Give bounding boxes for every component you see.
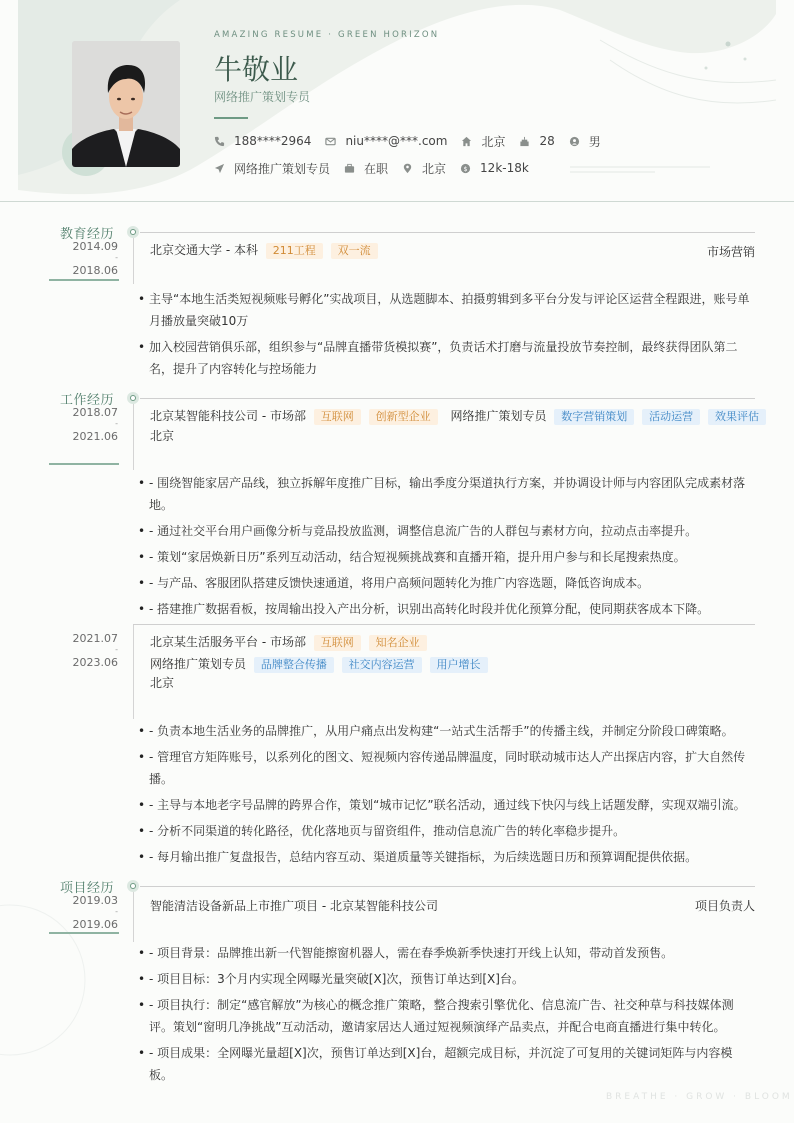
list-item: • - 项目成果：全网曝光量超[X]次，预售订单达到[X]台，超额完成目标，并沉淀了可复用的关键词矩阵与内容模板。	[138, 1042, 756, 1086]
title-underline	[214, 117, 248, 119]
candidate-title: 网络推广策划专员	[214, 90, 311, 104]
date-separator: -	[115, 645, 118, 654]
job1-end: 2021.06	[72, 430, 118, 443]
project-bullets	[138, 942, 756, 1090]
job1-city: 北京	[150, 429, 175, 443]
entry-divider	[140, 398, 755, 399]
list-item: • - 搭建推广数据看板，按周输出投入产出分析，识别出高转化时段并优化预算分配，使同期获客成本下降。	[138, 598, 756, 620]
entry-divider	[140, 886, 755, 887]
date-separator: -	[115, 253, 118, 262]
intent-salary-text: 12k-18k	[480, 161, 529, 175]
timeline-dot	[127, 226, 139, 238]
job1-position: 网络推广策划专员	[450, 409, 547, 423]
list-item: • - 围绕智能家居产品线，独立拆解年度推广目标，输出季度分渠道执行方案，并协调设计师与内容团队完成素材落地。	[138, 472, 756, 516]
school-tag: 双一流	[331, 243, 378, 259]
job2-position: 网络推广策划专员	[150, 657, 247, 671]
list-item: • - 每月输出推广复盘报告，总结内容互动、渠道质量等关键指标，为后续选题日历和预算调配提供依据。	[138, 846, 756, 868]
timeline-line	[133, 886, 134, 942]
job2-company: 北京某生活服务平台 - 市场部	[150, 635, 306, 649]
gender-icon	[569, 136, 580, 147]
contact-email	[325, 134, 447, 148]
phone-icon	[214, 136, 225, 147]
age-text: 28	[539, 134, 555, 148]
intent-status-text: 在职	[364, 161, 389, 176]
company-tag: 互联网	[314, 409, 361, 425]
list-item: • - 分析不同渠道的转化路径，优化落地页与留资组件，推动信息流广告的转化率稳步提升。	[138, 820, 756, 842]
list-item: • - 管理官方矩阵账号，以系列化的图文、短视频内容传递品牌温度，同时联动城市达人产出探店内容，扩大自然传播。	[138, 746, 756, 790]
list-item: • - 主导与本地老字号品牌的跨界合作，策划“城市记忆”联名活动，通过线下快闪与线上话题发酵，实现双端引流。	[138, 794, 756, 816]
candidate-name: 牛敬业	[214, 53, 299, 86]
entry-divider	[140, 232, 755, 233]
svg-text:$: $	[463, 164, 468, 173]
school-tag: 211工程	[266, 243, 323, 259]
position-tag: 社交内容运营	[342, 657, 422, 673]
education-start: 2014.09	[72, 240, 118, 253]
list-item: • - 与产品、客服团队搭建反馈快速通道，将用户高频问题转化为推广内容选题，降低咨询成本。	[138, 572, 756, 594]
avatar-illustration	[72, 41, 180, 167]
section-title-project: 项目经历	[60, 881, 115, 896]
list-item: • - 项目执行：制定“感官解放”为核心的概念推广策略，整合搜索引擎优化、信息流广告、社交种草与科技媒体测评。策划“窗明几净挑战”互动活动，邀请家居达人通过短视频演绎产品卖点，并配合电商直播进行集中转化。	[138, 994, 756, 1038]
company-tag: 创新型企业	[369, 409, 438, 425]
contact-info-row	[214, 133, 615, 149]
job-intent-row	[214, 160, 543, 176]
project-end: 2019.06	[72, 918, 118, 931]
list-item: • - 策划“家居焕新日历”系列互动活动，结合短视频挑战赛和直播开箱，提升用户参与和长尾搜索热度。	[138, 546, 756, 568]
project-start: 2019.03	[72, 894, 118, 907]
job2-end: 2023.06	[72, 656, 118, 669]
timeline-dot	[127, 880, 139, 892]
timeline-dot	[127, 392, 139, 404]
intent-position	[214, 160, 330, 177]
intent-city	[402, 160, 446, 177]
intent-status	[344, 160, 388, 177]
position-tag: 数字营销策划	[554, 409, 634, 425]
job2-company-line	[150, 633, 427, 651]
list-item: • - 通过社交平台用户画像分析与竞品投放监测，调整信息流广告的人群包与素材方向，拉动点击率提升。	[138, 520, 756, 542]
education-school-line	[150, 241, 378, 259]
entry-divider	[133, 624, 755, 625]
email-text: niu****@***.com	[345, 134, 448, 148]
section-title-work: 工作经历	[60, 393, 115, 408]
location-icon	[402, 163, 413, 174]
list-item: • - 项目目标：3个月内实现全网曝光量突破[X]次，预售订单达到[X]台。	[138, 968, 756, 990]
timeline-line	[133, 398, 134, 470]
intent-city-text: 北京	[422, 161, 447, 176]
header-tagline: AMAZING RESUME · GREEN HORIZON	[214, 30, 440, 40]
job1-bullets	[138, 472, 756, 624]
timeline-line	[133, 232, 134, 284]
home-icon	[461, 136, 472, 147]
company-tag: 知名企业	[369, 635, 427, 651]
contact-hometown	[461, 133, 505, 150]
timeline-line	[133, 624, 134, 719]
header-divider	[0, 201, 794, 202]
date-separator: -	[115, 419, 118, 428]
job2-bullets	[138, 720, 756, 872]
intent-salary	[460, 161, 529, 175]
position-tag: 活动运营	[642, 409, 700, 425]
intent-position-text: 网络推广策划专员	[234, 161, 331, 176]
project-name: 智能清洁设备新品上市推广项目 - 北京某智能科技公司	[150, 899, 438, 913]
job1-company: 北京某智能科技公司 - 市场部	[150, 409, 306, 423]
send-icon	[214, 163, 225, 174]
date-separator: -	[115, 907, 118, 916]
gender-text: 男	[588, 134, 601, 149]
job1-company-line	[150, 407, 766, 425]
phone-text: 188****2964	[234, 134, 312, 148]
list-item: • - 负责本地生活业务的品牌推广，从用户痛点出发构建“一站式生活帮手”的传播主线，并制定分阶段口碑策略。	[138, 720, 756, 742]
section-underline	[49, 463, 119, 465]
section-underline	[49, 932, 119, 934]
list-item: • - 项目背景：品牌推出新一代智能擦窗机器人，需在春季焕新季快速打开线上认知，带动首发预售。	[138, 942, 756, 964]
list-item: • 主导“本地生活类短视频账号孵化”实战项目，从选题脚本、拍摄剪辑到多平台分发与评论区运营全程跟进，账号单月播放量突破10万	[138, 288, 756, 332]
job2-start: 2021.07	[72, 632, 118, 645]
company-tag: 互联网	[314, 635, 361, 651]
list-item: • 加入校园营销俱乐部，组织参与“品牌直播带货模拟赛”，负责话术打磨与流量投放节奏控制，最终获得团队第二名，提升了内容转化与控场能力	[138, 336, 756, 380]
footer-watermark: BREATHE · GROW · BLOOM	[606, 1092, 793, 1102]
money-icon	[460, 163, 471, 174]
education-end: 2018.06	[72, 264, 118, 277]
position-tag: 品牌整合传播	[254, 657, 334, 673]
project-role: 项目负责人	[694, 899, 755, 913]
position-tag: 用户增长	[430, 657, 488, 673]
cake-icon	[519, 136, 530, 147]
job1-dates	[60, 407, 118, 442]
job1-start: 2018.07	[72, 406, 118, 419]
resume-header	[0, 0, 794, 202]
position-tag: 效果评估	[708, 409, 766, 425]
contact-gender	[569, 133, 601, 150]
hometown-text: 北京	[481, 134, 506, 149]
education-bullets	[138, 288, 756, 384]
section-title-education: 教育经历	[60, 227, 115, 242]
briefcase-icon	[344, 163, 355, 174]
education-dates	[60, 241, 118, 276]
school-name: 北京交通大学 - 本科	[150, 243, 258, 257]
project-dates	[60, 895, 118, 930]
job2-dates	[60, 633, 118, 668]
mail-icon	[325, 136, 336, 147]
contact-age	[519, 134, 554, 148]
profile-photo	[72, 41, 180, 167]
section-underline	[49, 279, 119, 281]
contact-phone	[214, 134, 311, 148]
job2-city: 北京	[150, 676, 175, 690]
job2-position-line	[150, 655, 488, 673]
education-major: 市场营销	[706, 245, 755, 259]
